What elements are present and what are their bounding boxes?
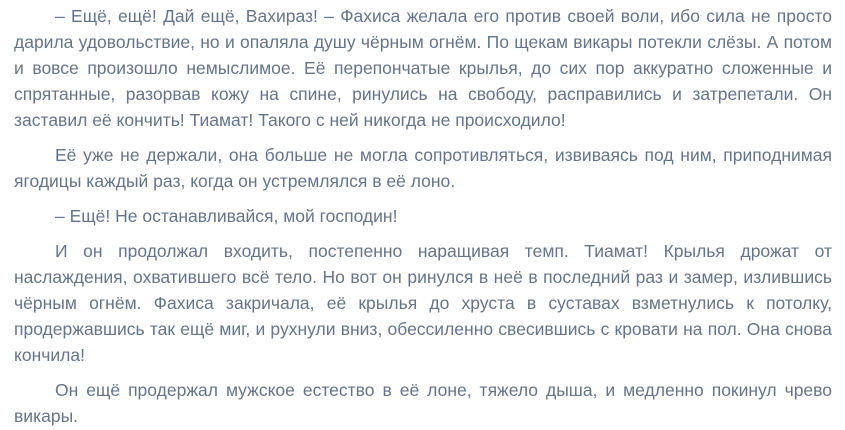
paragraph-2: Её уже не держали, она больше не могла сопротивляться, извиваясь под ним, приподнимая ягодицы каждый раз, когда он устремлялся в её лоно. bbox=[14, 145, 832, 191]
paragraph-3: – Ещё! Не останавливайся, мой господин! bbox=[55, 206, 398, 226]
paragraph-5: Он ещё продержал мужское естество в её лоне, тяжело дыша, и медленно покинул чрево викары. bbox=[14, 380, 832, 426]
paragraph-1: – Ещё, ещё! Дай ещё, Вахираз! – Фахиса желала его против своей воли, ибо сила не просто дарила удовольствие, но и опаляла душу чёрным огнём. По щекам викары потекли слёзы. А потом и вовсе произошло немыслимое. Её перепончатые крылья, до сих пор аккуратно сложенные и спрятанные, разорвав кожу на спине, ринулись на свободу, расправились и затрепетали. Он заставил её кончить! Тиамат! Такого с ней никогда не происходило! bbox=[14, 6, 832, 130]
paragraph-4: И он продолжал входить, постепенно наращивая темп. Тиамат! Крылья дрожат от наслаждения, охватившего всё тело. Но вот он ринулся в неё в последний раз и замер, излившись чёрным огнём. Фахиса закричала, её крылья до хруста в суставах взметнулись к потолку, продержавшись так ещё миг, и рухнули вниз, обессиленно свесившись с кровати на пол. Она снова кончила! bbox=[14, 241, 832, 365]
